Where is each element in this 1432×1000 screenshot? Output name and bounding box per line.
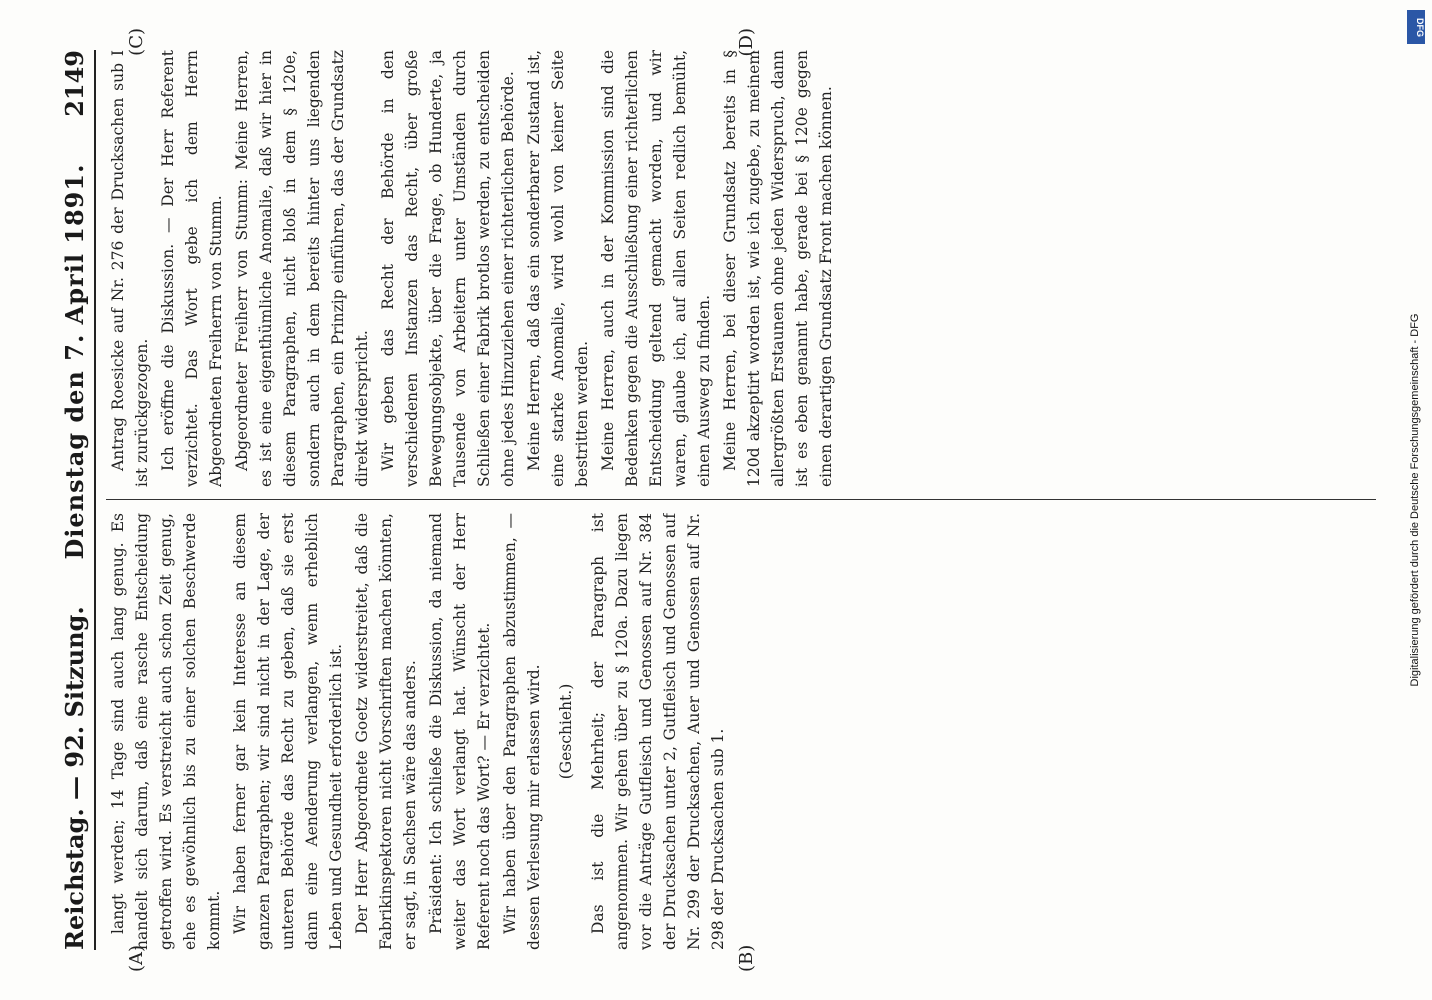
paragraph: Wir haben über den Paragraphen abzustimmen, — dessen Verlesung mir erlassen wird. [501, 513, 543, 950]
page-header [54, 50, 96, 950]
right-column [106, 50, 1376, 487]
paragraph: Meine Herren, auch in der Kommission sind die Bedenken gegen die Ausschließung einer richterlichen Entscheidung geltend gemacht worden, und wir waren, glaube ich, auf allen Seiten redlich bemüht, einen Ausweg zu finden. [599, 50, 713, 487]
left-column [106, 513, 1376, 950]
margin-mark-a: (A) [126, 944, 147, 972]
paragraph: Der Herr Abgeordnete Goetz widerstreitet, daß die Fabrikinspektoren nicht Vorschriften machen könnten, er sagt, in Sachsen wäre das anders. [353, 513, 419, 950]
header-date: Dienstag den 7. April 1891. [59, 163, 89, 560]
paragraph: Präsident: Ich schließe die Diskussion, da niemand weiter das Wort verlangt hat. Wünscht der Herr Referent noch das Wort? — Er verzichtet. [427, 513, 493, 950]
rotated-page-content [36, 30, 1396, 970]
paragraph: Wir haben ferner gar kein Interesse an diesem ganzen Paragraphen; wir sind nicht in der Lage, der unteren Behörde das Recht zu geben, daß sie erst dann eine Aenderung verlangen, wenn erheblich Leben und Gesundheit erforderlich ist. [231, 513, 345, 950]
paragraph: Meine Herren, bei dieser Grundsatz bereits in § 120d akzeptirt worden ist, wie ich zugebe, zu meinem allergrößten Erstaunen ohne jeden Widerspruch, dann ist es eben genannt habe, gerade bei § 120e gegen einen derartigen Grundsatz Front machen können. [721, 50, 835, 487]
margin-mark-d: (D) [736, 28, 757, 57]
page-number: 2149 [59, 50, 89, 117]
paragraph: langt werden; 14 Tage sind auch lang genug. Es handelt sich darum, daß eine rasche Entscheidung getroffen wird. Es verstreicht auch schon Zeit genug, ehe es gewöhnlich bis zu einer solchen Beschwerde kommt. [109, 513, 223, 950]
paragraph: Abgeordneter Freiherr von Stumm: Meine Herren, es ist eine eigenthümliche Anomalie, daß wir hier in diesem Paragraphen, nicht bloß in dem § 120e, sondern auch in dem bereits hinter uns liegenden Paragraphen, ein Prinzip einführen, das der Grundsatz direkt widerspricht. [233, 50, 371, 487]
paragraph: Ich eröffne die Diskussion. — Der Herr Referent verzichtet. Das Wort gebe ich dem Herrn Abgeordneten Freiherrn von Stumm. [159, 50, 225, 487]
paragraph: (Geschieht.) [557, 683, 575, 780]
dfg-logo: DFG [1407, 10, 1425, 44]
dfg-notice [1404, 0, 1426, 1000]
paragraph: Das ist die Mehrheit; der Paragraph ist angenommen. Wir gehen über zu § 120a. Dazu liegen vor die Anträge Gutfleisch und Genossen auf Nr. 384 der Drucksachen unter 2, Gutfleisch und Genossen auf Nr. 299 der Drucksachen, Auer und Genossen auf Nr. 298 der Drucksachen sub 1. [589, 513, 727, 950]
margin-mark-b: (B) [736, 944, 757, 972]
paragraph: Meine Herren, daß das ein sonderbarer Zustand ist, eine starke Anomalie, wird wohl von keiner Seite bestritten werden. [525, 50, 591, 487]
header-left: Reichstag. — 92. Sitzung. [59, 606, 89, 950]
dfg-notice-text: Digitalisierung gefördert durch die Deutsche Forschungsgemeinschaft - DFG [1409, 313, 1421, 687]
margin-mark-c: (C) [126, 28, 147, 56]
text-columns [106, 50, 1376, 950]
paragraph: Wir geben das Recht der Behörde in den verschiedenen Instanzen das Recht, über große Bewegungsobjekte, über die Frage, ob Hunderte, ja Tausende von Arbeitern unter Umständen durch Schließen einer Fabrik brotlos werden, zu entscheiden ohne jedes Hinzuziehen einer richterlichen Behörde. [379, 50, 517, 487]
paragraph: Antrag Roesicke auf Nr. 276 der Drucksachen sub I ist zurückgezogen. [109, 50, 151, 487]
